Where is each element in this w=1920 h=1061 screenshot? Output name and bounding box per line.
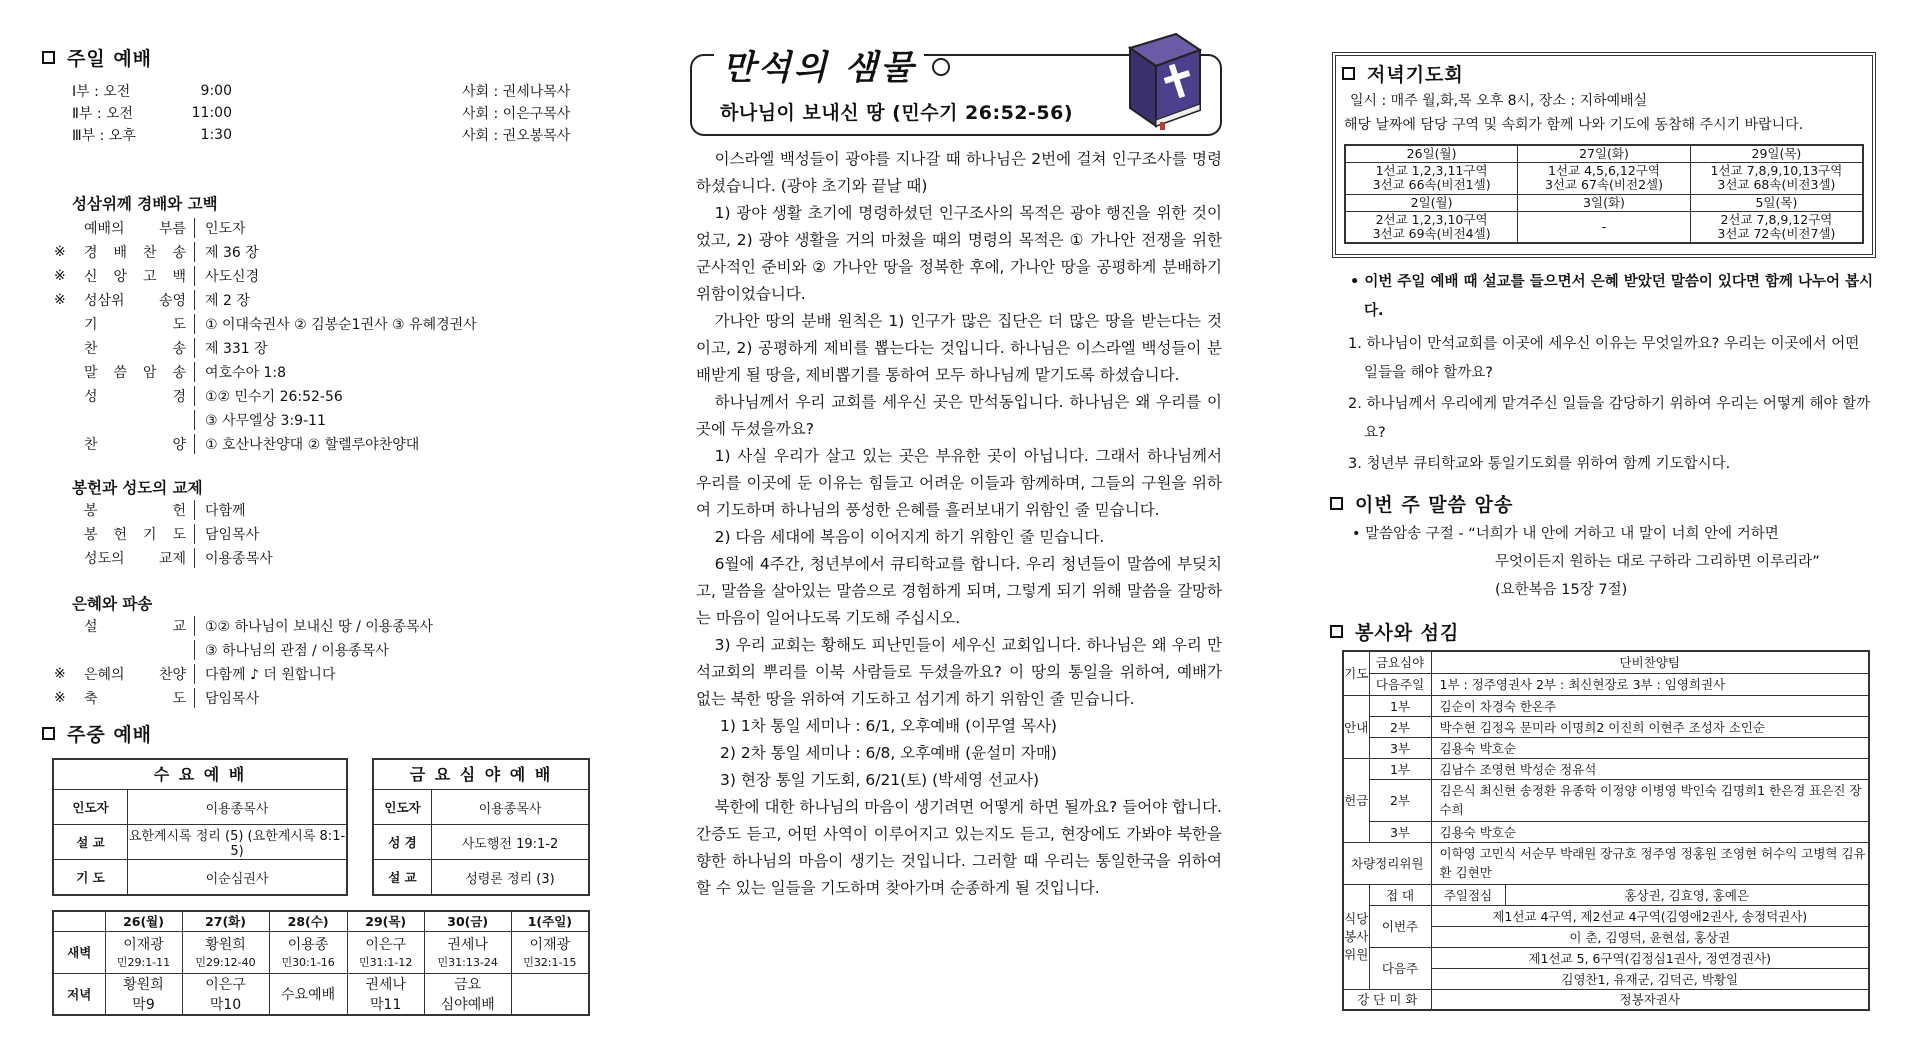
sermon-paragraph: 1) 사실 우리가 살고 있는 곳은 부유한 곳이 아닙니다. 그래서 하나님께서 우리를 이곳에 둔 이유는 힘들고 어려운 이들과 함께하며, 그들의 구원을 위하여 기도하며 하나님의 풍성한 은혜를 흘러보내기 위함인 줄 믿습니다. [696, 447, 1222, 519]
sermon-paragraph: 1) 광야 생활 초기에 명령하셨던 인구조사의 목적은 광야 행진을 위한 것이었고, 2) 광야 생활을 거의 마쳤을 때의 명령의 목적은 ① 가나안 전쟁을 위한 군사적인 준비와 ② 가나안 땅을 정복한 후에, 가나안 땅을 공평하게 분배하기 위함이었습니다. [696, 204, 1222, 303]
order-value: ①② 하나님이 보내신 땅 / 이용종목사 [194, 616, 433, 636]
order-mark: ※ [54, 244, 66, 260]
schedule-cell [424, 931, 511, 973]
share-intro-text: 이번 주일 예배 때 설교를 들으면서 은혜 받았던 말씀이 있다면 함께 나누어 봅시다. [1364, 274, 1874, 319]
sermon-paragraph: 3) 현장 통일 기도회, 6/21(토) (박세영 선교사) [720, 771, 1040, 789]
weekly-schedule-table [52, 910, 590, 1016]
schedule-day: 29(목) [347, 911, 424, 931]
schedule-name: 수요예배 [281, 986, 336, 1003]
schedule-cell [511, 973, 589, 1015]
order-row [54, 638, 594, 662]
service-host: 사회 : 이은구목사 [462, 106, 571, 122]
section-service [1330, 618, 1459, 645]
order-row [54, 384, 594, 408]
prayer-line: 3선교 66속(비전1셀) [1372, 177, 1491, 192]
schedule-ref: 민32:1-15 [523, 956, 577, 969]
order-row [54, 264, 594, 288]
order-value: ③ 하나님의 관점 / 이용종목사 [194, 640, 389, 660]
box-row-value: 이용종목사 [205, 801, 269, 817]
order-row [54, 312, 594, 336]
friday-worship-box [372, 758, 590, 896]
schedule-cell [182, 931, 269, 973]
schedule-cell [182, 973, 269, 1015]
order-value: 인도자 [194, 218, 246, 238]
section-weekday-worship [42, 720, 152, 747]
cell: 1부 [1369, 758, 1431, 779]
sermon-paragraph: 이스라엘 백성들이 광야를 지나갈 때 하나님은 2번에 걸쳐 인구조사를 명령하셨습니다. (광야 초기와 끝날 때) [696, 150, 1222, 195]
cell: 2부 [1369, 716, 1431, 737]
bullet-icon: • [1350, 274, 1365, 290]
cell: 제1선교 4구역, 제2선교 4구역(김영애2권사, 송정덕권사) [1431, 905, 1869, 926]
order-label: 봉 헌 기 도 [84, 527, 186, 543]
prayer-row [1345, 162, 1863, 194]
cell: 김순이 차경숙 한온주 [1431, 695, 1869, 716]
schedule-day: 26(월) [105, 911, 182, 931]
section-title: 저녁기도회 [1367, 64, 1464, 86]
box-row-value: 성령론 정리 (3) [465, 872, 555, 887]
service-host: 사회 : 권세나목사 [462, 84, 571, 100]
schedule-header-row [53, 911, 589, 931]
prayer-line: - [1601, 218, 1607, 234]
schedule-ref: 민29:12-40 [195, 956, 256, 969]
order-of-worship-1 [54, 216, 594, 456]
bible-icon [1116, 30, 1208, 130]
box-row-key: 인도자 [54, 790, 128, 824]
share-section [1344, 268, 1874, 481]
schedule-row [53, 931, 589, 973]
wednesday-worship-box [52, 758, 348, 896]
cell: 김은식 최신현 송정환 유종학 이정양 이병영 박인숙 김명희1 한은경 표은진 장수희 [1431, 779, 1869, 821]
cell: 안내 [1343, 695, 1369, 758]
memory-ref: (요한복음 15장 7절) [1495, 582, 1628, 598]
order-row [54, 216, 594, 240]
schedule-name: 이은구 [365, 937, 406, 953]
schedule-cell [424, 973, 511, 1015]
prayer-line: 1선교 7,8,9,10,13구역 [1710, 163, 1843, 178]
cell: 제1선교 5, 6구역(김정심1권사, 정연경권사) [1431, 947, 1869, 968]
cell: 이 춘, 김영덕, 윤현섭, 홍상권 [1431, 926, 1869, 947]
order-label: 말 씀 암 송 [84, 365, 186, 381]
schedule-ref: 막10 [209, 996, 242, 1013]
schedule-name: 황원희 [205, 937, 246, 953]
order-value: 담임목사 [194, 688, 259, 708]
checkbox-square-icon [1330, 625, 1343, 638]
order-value: ① 이대숙권사 ② 김봉순1권사 ③ 유혜경권사 [194, 314, 477, 334]
schedule-name: 권세나 [365, 976, 406, 993]
section-title: 주일 예배 [67, 48, 153, 70]
checkbox-square-icon [42, 727, 55, 740]
box-row-key: 설 교 [374, 860, 432, 895]
service-host: 사회 : 권오봉목사 [462, 128, 571, 144]
sermon-paragraph: 북한에 대한 하나님의 마음이 생기려면 어떻게 하면 될까요? 들어야 합니다. 간증도 듣고, 어떤 사역이 이루어지고 있는지도 듣고, 현장에도 가봐야 북한을 향한 하나님의 마음이 생기는 것입니다. 그러할 때 우리는 통일한국을 위하여 할 수 있는 일들을 기도하며 찾아가며 순종하게 될 것입니다. [696, 798, 1222, 897]
prayer-cell [1690, 162, 1863, 194]
prayer-line: 2선교 1,2,3,10구역 [1375, 211, 1488, 227]
box-title: 금 요 심 야 예 배 [374, 760, 588, 790]
schedule-name: 금요 [454, 976, 482, 993]
order-label: 은혜의 찬양 [84, 667, 186, 683]
schedule-ref: 심야예배 [440, 996, 495, 1013]
prayer-info: 해당 날짜에 담당 구역 및 속회가 함께 나와 기도에 동참해 주시기 바랍니다. [1344, 117, 1804, 133]
order-of-worship-2 [54, 498, 594, 570]
prayer-row [1345, 145, 1863, 162]
cell: 헌금 [1343, 758, 1369, 842]
order-row [54, 360, 594, 384]
cell: 정봉자권사 [1431, 989, 1869, 1010]
order-label: 신 앙 고 백 [84, 269, 186, 285]
box-row-value: 이용종목사 [478, 801, 542, 817]
section-title: 봉사와 섬김 [1355, 622, 1460, 644]
memory-label: 말씀암송 구절 - [1365, 526, 1469, 542]
cell: 김용숙 박호순 [1431, 737, 1869, 758]
order-label: 성삼위 송영 [84, 293, 186, 309]
prayer-line: 2선교 7,8,9,12구역 [1720, 211, 1833, 227]
order-row [54, 432, 594, 456]
order-label: 축 도 [84, 691, 186, 707]
schedule-day: 30(금) [424, 911, 511, 931]
schedule-cell [347, 931, 424, 973]
sermon-paragraph: 가나안 땅의 분배 원칙은 1) 인구가 많은 집단은 더 많은 땅을 받는다는 것이고, 2) 공평하게 제비를 뽑는다는 것입니다. 하나님은 이스라엘 백성들이 분배받게 될 땅을, 제비뽑기를 통하여 모두 하나님께 맡기도록 하셨습니다. [696, 312, 1222, 384]
schedule-cell [269, 973, 347, 1015]
group-title: 성삼위께 경배와 고백 [72, 195, 218, 213]
schedule-ref: 민31:13-24 [437, 956, 498, 969]
prayer-cell [1345, 211, 1518, 243]
service-table [1342, 650, 1870, 1011]
question: 3. 청년부 큐티학교와 통일기도회를 위하여 함께 기도합시다. [1348, 456, 1731, 472]
order-row [54, 662, 594, 686]
cell: 이학영 고민식 서순무 박래원 장규호 정주영 정홍원 조영현 허수익 고병혁 김유환 김현만 [1431, 842, 1869, 884]
prayer-cell [1345, 162, 1518, 194]
order-label: 기 도 [84, 317, 186, 333]
schedule-day: 1(주일) [511, 911, 589, 931]
prayer-cell [1690, 211, 1863, 243]
banner-circle-icon [932, 58, 950, 76]
order-value: ① 호산나찬양대 ② 할렐루야찬양대 [194, 434, 419, 454]
box-row-key: 설 교 [54, 825, 128, 859]
box-row-value: 이순심권사 [205, 872, 269, 887]
cell: 기도 [1343, 651, 1369, 695]
order-value: ①② 민수기 26:52-56 [194, 386, 343, 406]
prayer-line: 1선교 4,5,6,12구역 [1548, 163, 1660, 178]
bullet-icon: • [1352, 526, 1366, 542]
box-row [374, 825, 588, 860]
prayer-row [1345, 194, 1863, 211]
schedule-name: 이재광 [529, 937, 571, 953]
wednesday-rows [54, 790, 346, 895]
box-row-key: 기 도 [54, 860, 128, 895]
service-row [72, 80, 602, 102]
order-value: ③ 사무엘상 3:9-11 [194, 410, 326, 430]
order-label: 경 배 찬 송 [84, 245, 186, 261]
order-label: 예배의 부름 [84, 221, 186, 237]
prayer-line: 3선교 72속(비전7셀) [1717, 225, 1836, 241]
order-label: 설 교 [84, 619, 186, 635]
box-row [54, 790, 346, 825]
cell: 김남수 조영현 박성순 정유석 [1431, 758, 1869, 779]
box-row-value: 요한계시록 정리 (5) (요한계시록 8:1-5) [128, 829, 346, 859]
question: 2. 하나님께서 우리에게 맡겨주신 일들을 감당하기 위하여 우리는 어떻게 해야 할까요? [1348, 396, 1871, 441]
service-time: 11:00 [191, 105, 232, 121]
order-of-worship-3 [54, 614, 594, 710]
sermon-paragraph: 3) 우리 교회는 황해도 피난민들이 세우신 교회입니다. 하나님은 왜 우리 만석교회의 뿌리를 이북 사람들로 두셨을까요? 이 땅의 통일을 위하여, 예배가 없는 북한 땅을 위하여 기도하고 섬기게 하기 위함인 줄 믿습니다. [696, 636, 1222, 708]
order-label: 찬 양 [84, 437, 186, 453]
order-value: 제 331 장 [194, 338, 268, 358]
banner-title: 만석의 샘물 [714, 40, 924, 89]
checkbox-square-icon [1330, 497, 1343, 510]
schedule-name: 권세나 [447, 937, 488, 953]
section-title: 이번 주 말씀 암송 [1355, 494, 1514, 516]
order-value: 제 36 장 [194, 242, 259, 262]
cell: 강 단 미 화 [1343, 989, 1431, 1010]
schedule-ref: 막9 [132, 996, 155, 1013]
box-row-value: 사도행전 19:1-2 [461, 836, 559, 852]
order-value: 여호수아 1:8 [194, 362, 286, 382]
order-value: 담임목사 [194, 524, 259, 544]
section-evening-prayer [1342, 60, 1464, 87]
order-mark: ※ [54, 292, 66, 308]
cell: 1부 : 정주영권사 2부 : 최신현장로 3부 : 임영희권사 [1431, 673, 1869, 695]
schedule-day: 27(화) [182, 911, 269, 931]
cell: 다음주일 [1369, 673, 1431, 695]
cell: 차량정리위원 [1343, 842, 1431, 884]
cell: 단비찬양팀 [1431, 651, 1869, 673]
prayer-line: 1선교 1,2,3,11구역 [1375, 163, 1488, 178]
service-time: 1:30 [200, 127, 232, 143]
order-label: 찬 송 [84, 341, 186, 357]
order-value: 다함께 [194, 500, 246, 520]
sermon-paragraph: 1) 1차 통일 세미나 : 6/1, 오후예배 (이무열 목사) [720, 717, 1057, 735]
order-row [54, 686, 594, 710]
cell: 주일점심 [1431, 884, 1505, 905]
prayer-info: 일시 : 매주 월,화,목 오후 8시, 장소 : 지하예배실 [1350, 93, 1648, 109]
prayer-cell [1518, 162, 1691, 194]
box-row [374, 860, 588, 895]
prayer-cell: 29일(목) [1690, 145, 1863, 162]
prayer-cell: 2일(월) [1345, 194, 1518, 211]
sermon-title: 하나님이 보내신 땅 (민수기 26:52-56) [720, 102, 1074, 124]
prayer-cell [1518, 211, 1691, 243]
order-row [54, 614, 594, 638]
cell: 다음주 [1369, 947, 1431, 989]
order-row [54, 546, 594, 570]
box-row [54, 825, 346, 860]
cell: 이번주 [1369, 905, 1431, 947]
schedule-cell [511, 931, 589, 973]
cell: 박수현 김정옥 문미라 이명희2 이진희 이현주 조성자 소인순 [1431, 716, 1869, 737]
schedule-ref: 민31:1-12 [359, 956, 413, 969]
sermon-paragraph: 하나님께서 우리 교회를 세우신 곳은 만석동입니다. 하나님은 왜 우리를 이곳에 두셨을까요? [696, 393, 1222, 438]
prayer-line: 3선교 68속(비전3셀) [1717, 177, 1836, 192]
share-intro [1344, 268, 1874, 326]
cell: 김영찬1, 유재군, 김덕곤, 박황일 [1431, 968, 1869, 989]
order-row [54, 522, 594, 546]
memory-verse [1352, 520, 1872, 604]
schedule-day: 28(수) [269, 911, 347, 931]
cell: 식당봉사위원 [1343, 884, 1369, 989]
prayer-cell: 27일(화) [1518, 145, 1691, 162]
order-label: 성 경 [84, 389, 186, 405]
sermon-body [696, 146, 1222, 902]
group-title: 봉헌과 성도의 교제 [72, 479, 203, 497]
sermon-paragraph: 2) 다음 세대에 복음이 이어지게 하기 위함인 줄 믿습니다. [714, 528, 1105, 546]
prayer-line: 3선교 69속(비전4셀) [1372, 225, 1491, 241]
cell: 김용숙 박호순 [1431, 821, 1869, 842]
box-row [54, 860, 346, 895]
service-row [72, 102, 602, 124]
schedule-name: 이은구 [205, 976, 246, 993]
service-part: Ⅱ부 : 오전 [72, 106, 134, 122]
cell: 금요심야 [1369, 651, 1431, 673]
order-row [54, 336, 594, 360]
cell: 접 대 [1369, 884, 1431, 905]
schedule-cell [269, 931, 347, 973]
cell: 1부 [1369, 695, 1431, 716]
checkbox-square-icon [42, 51, 55, 64]
schedule-name: 이재광 [123, 937, 164, 953]
friday-rows [374, 790, 588, 895]
service-part: Ⅲ부 : 오후 [72, 128, 136, 144]
order-row [54, 240, 594, 264]
cell [53, 911, 105, 931]
memory-line: “너희가 내 안에 거하고 내 말이 너희 안에 거하면 [1468, 526, 1779, 542]
prayer-row [1345, 211, 1863, 243]
schedule-label: 새벽 [53, 931, 105, 973]
prayer-cell: 3일(화) [1518, 194, 1691, 211]
group-title: 은혜와 파송 [72, 595, 153, 613]
schedule-name: 황원희 [123, 976, 164, 993]
section-sunday-worship [42, 44, 152, 71]
order-row [54, 288, 594, 312]
order-label: 성도의 교제 [84, 551, 186, 567]
prayer-cell: 5일(목) [1690, 194, 1863, 211]
schedule-row [53, 973, 589, 1015]
cell: 3부 [1369, 737, 1431, 758]
box-row-key: 성 경 [374, 825, 432, 859]
schedule-ref: 민30:1-16 [281, 956, 335, 969]
order-value: 다함께 ♪ 더 원합니다 [194, 664, 335, 684]
schedule-label: 저녁 [53, 973, 105, 1015]
schedule-ref: 민29:1-11 [116, 956, 171, 969]
service-part: Ⅰ부 : 오전 [72, 84, 131, 100]
order-mark: ※ [54, 690, 66, 706]
order-value: 제 2 장 [194, 290, 250, 310]
schedule-cell [105, 973, 182, 1015]
order-row [54, 408, 594, 432]
box-title: 수 요 예 배 [54, 760, 346, 790]
schedule-ref: 막11 [370, 996, 402, 1013]
order-mark: ※ [54, 666, 66, 682]
schedule-name: 이용종 [287, 937, 329, 953]
schedule-cell [105, 931, 182, 973]
schedule-cell [347, 973, 424, 1015]
prayer-cell: 26일(월) [1345, 145, 1518, 162]
section-title: 주중 예배 [67, 724, 153, 746]
prayer-schedule-table [1344, 144, 1864, 244]
box-row [374, 790, 588, 825]
service-times [72, 80, 602, 146]
order-value: 이용종목사 [194, 548, 273, 568]
order-value: 사도신경 [194, 266, 259, 286]
box-row-key: 인도자 [374, 790, 432, 824]
cell: 2부 [1369, 779, 1431, 821]
cell: 홍상권, 김효영, 홍예은 [1505, 884, 1869, 905]
sermon-paragraph: 2) 2차 통일 세미나 : 6/8, 오후예배 (윤설미 자매) [720, 744, 1057, 762]
order-label: 봉 헌 [84, 503, 186, 519]
order-row [54, 498, 594, 522]
checkbox-square-icon [1342, 67, 1355, 80]
prayer-line: 3선교 67속(비전2셀) [1544, 177, 1663, 192]
cell: 3부 [1369, 821, 1431, 842]
sermon-paragraph: 6월에 4주간, 청년부에서 큐티학교를 합니다. 우리 청년들이 말씀에 부딪치고, 말씀을 살아있는 말씀으로 경험하게 되며, 그렇게 되기 위해 말씀을 갈망하는 마음이 일어나도록 기도해 주십시오. [696, 555, 1222, 627]
section-memory-verse [1330, 490, 1513, 517]
order-mark: ※ [54, 268, 66, 284]
service-row [72, 124, 602, 146]
memory-line: 무엇이든지 원하는 대로 구하라 그리하면 이루리라” [1495, 554, 1820, 570]
question: 1. 하나님이 만석교회를 이곳에 세우신 이유는 무엇일까요? 우리는 이곳에서 어떤 일들을 해야 할까요? [1348, 336, 1860, 381]
service-time: 9:00 [200, 83, 232, 99]
